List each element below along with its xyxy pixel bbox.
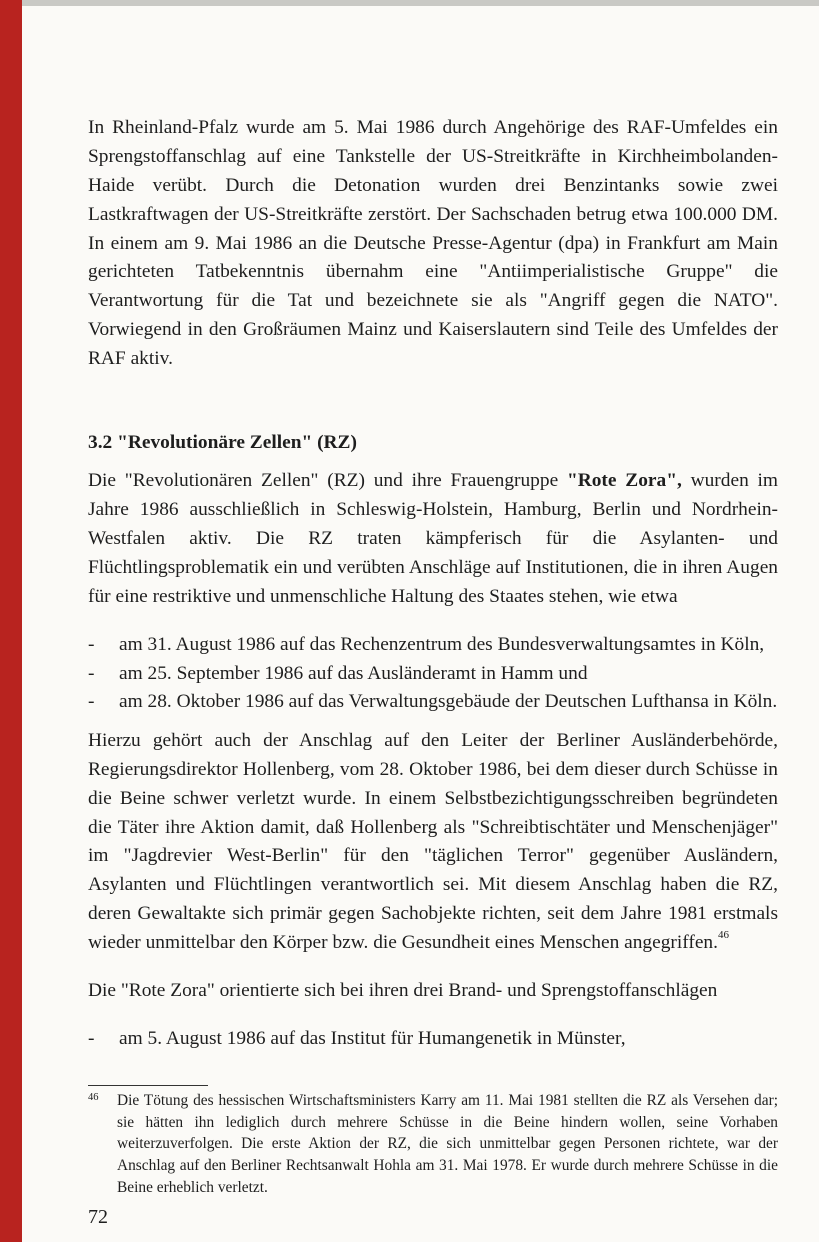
section-title: "Revolutionäre Zellen" (RZ) <box>117 431 357 453</box>
section-heading <box>88 429 778 458</box>
footnotes <box>88 1090 778 1199</box>
attack-list-rote-zora <box>88 1025 778 1054</box>
footnote-number: 46 <box>88 1092 99 1103</box>
footnote-46 <box>88 1090 778 1199</box>
page-edge-stripe <box>0 0 22 1242</box>
section-paragraph-2: Hierzu gehört auch der Anschlag auf den Leiter der Berliner Ausländerbehörde, Regierungsdirektor Hollenberg, vom 28. Oktober 1986, bei dem dieser durch Schüsse in die Beine schwer verletzt wurde. In einem Selbstbezichtigungsschreiben begründeten die Täter ihre Aktion damit, daß Hollenberg als "Schreibtischtäter und Menschenjäger" im "Jagdrevier West-Berlin" für den "täglichen Terror" gegenüber Ausländern, Asylanten und Flüchtlingen verantwortlich sei. Mit diesem Anschlag haben die RZ, deren Gewaltakte sich primär gegen Sachobjekte richten, seit dem Jahre 1981 erstmals wieder unmittelbar den Körper bzw. die Gesundheit eines Menschen angegriffen.$^{46}$ <box>88 730 778 953</box>
section-paragraph-3: Die "Rote Zora" orientierte sich bei ihren drei Brand- und Sprengstoffanschlägen <box>88 979 718 1001</box>
attack-list-rz <box>88 631 778 717</box>
para1-rest: wurden im Jahre 1986 ausschließlich in Schleswig-Holstein, Hamburg, Berlin und Nordrhein-Westfalen aktiv. Die RZ traten kämpferisch für die Asylanten- und Flüchtlingsproblematik ein und verübten Anschläge auf Institutionen, die in ihren Augen für eine restriktive und unmenschliche Haltung des Staates stehen, wie etwa <box>88 470 779 607</box>
section-paragraph-1 <box>88 467 778 611</box>
dash-marker: - <box>88 691 95 713</box>
list-item: - am 28. Oktober 1986 auf das Verwaltungsgebäude der Deutschen Lufthansa in Köln. <box>88 688 778 717</box>
dash-marker: - <box>88 662 95 684</box>
page-body <box>88 95 778 1054</box>
intro-paragraph: In Rheinland-Pfalz wurde am 5. Mai 1986 durch Angehörige des RAF-Umfeldes ein Sprengstoffanschlag auf eine Tankstelle der US-Streitkräfte in Kirchheimbolanden-Haide verübt. Durch die Detonation wurden drei Benzintanks sowie zwei Lastkraftwagen der US-Streitkräfte zerstört. Der Sachschaden betrug etwa 100.000 DM. In einem am 9. Mai 1986 an die Deutsche Presse-Agentur (dpa) in Frankfurt am Main gerichteten Tatbekenntnis übernahm eine "Antiimperialistische Gruppe" die Verantwortung für die Tat und bezeichnete sie als "Angriff gegen die NATO". Vorwiegend in den Großräumen Mainz und Kaiserslautern sind Teile des Umfeldes der RAF aktiv. <box>88 117 778 369</box>
footnote-text: Die Tötung des hessischen Wirtschaftsministers Karry am 11. Mai 1981 stellten die RZ als Versehen dar; sie hätten ihn lediglich durch mehrere Schüsse in die Beine hindern wollen, seine Vorhaben weiterzuverfolgen. Die erste Aktion der RZ, die sich unmittelbar gegen Personen richtete, war der Anschlag auf den Berliner Rechtsanwalt Hohla am 31. Mai 1978. Er wurde durch mehrere Schüsse in die Beine erheblich verletzt. <box>117 1092 778 1196</box>
list-item: - am 31. August 1986 auf das Rechenzentrum des Bundesverwaltungsamtes in Köln, <box>88 631 778 660</box>
list-item: - am 25. September 1986 auf das Ausländeramt in Hamm und <box>88 660 778 689</box>
page-top-border <box>0 0 819 6</box>
dash-marker: - <box>88 633 95 655</box>
footnote-reference[interactable]: 46 <box>717 929 729 942</box>
rote-zora-bold: "Rote Zora", <box>566 470 682 492</box>
section-number: 3.2 <box>88 431 113 453</box>
list-item: - am 5. August 1986 auf das Institut für Humangenetik in Münster, <box>88 1025 778 1054</box>
dash-marker: - <box>88 1028 95 1050</box>
para1-lead: Die "Revolutionären Zellen" (RZ) und ihre Frauengruppe <box>88 470 567 492</box>
page-number: 72 <box>88 1206 108 1228</box>
footnote-separator <box>88 1085 208 1086</box>
